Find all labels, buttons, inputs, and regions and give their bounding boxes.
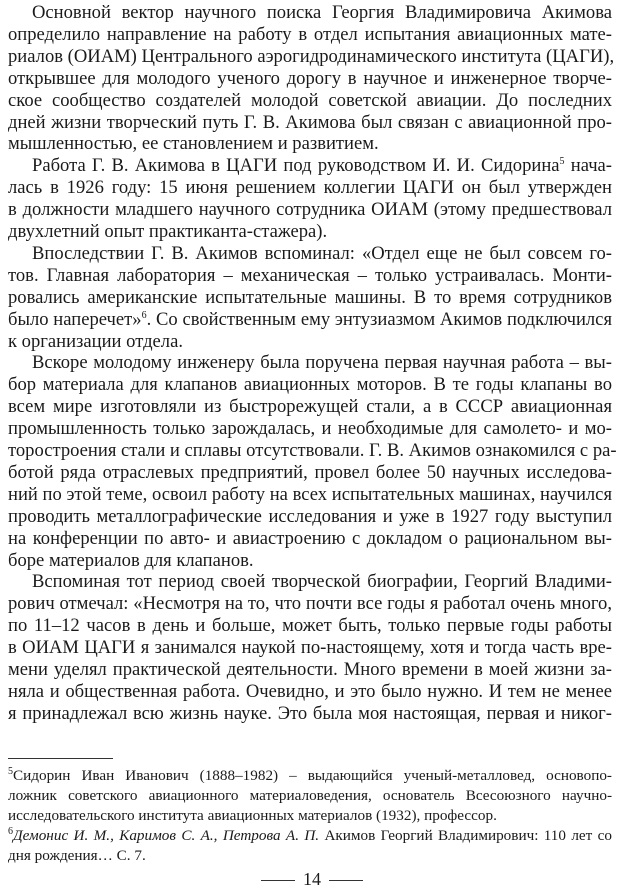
text-line: открывшее для молодого ученого дорогу в научное и инженерное творче- [8, 67, 612, 89]
footnote-5-line: ложник советского авиационного материаловедения, основатель Всесоюзного научно- [8, 787, 612, 804]
text-line [8, 309, 612, 331]
text-line: торостроения стали и сплавы отсутствовали. Г. В. Акимов ознакомился с ра- [8, 440, 617, 461]
footnote-5-line [8, 766, 612, 786]
text-line: бор материала для клапанов авиационных моторов. В те годы клапаны во [8, 374, 612, 396]
text-line: дней жизни творческий путь Г. В. Акимова был связан с авиационной про- [8, 111, 612, 133]
footnote-ref-5[interactable]: 5 [559, 156, 565, 168]
text-segment: нача- [564, 155, 613, 177]
text-segment: Работа Г. В. Акимова в ЦАГИ под руководством И. И. Сидорина [32, 155, 560, 177]
page-number-value: 14 [303, 869, 321, 889]
text-line: ровались американские испытательные машины. В то время сотрудников [8, 286, 612, 308]
text-line: двухлетний опыт практиканта-стажера). [8, 221, 328, 242]
text-line: на конференции по авто- и авиастроению с докладом о рациональном вы- [8, 527, 612, 549]
footnote-divider [8, 758, 113, 759]
text-line: мени уделял практической деятельности. Много времени в моей жизни за- [8, 659, 612, 680]
text-line: ний по этой теме, освоил работу на всех испытательных машинах, научился [8, 483, 612, 505]
footnote-authors: Демонис И. М., Каримов С. А., Петрова А. П. [13, 827, 320, 844]
text-line: всем мире изготовляли из быстрорежущей стали, а в СССР авиационная [8, 396, 612, 418]
text-line: я принадлежал всю жизнь науке. Это была моя настоящая, первая и никог- [8, 702, 612, 724]
text-line: Впоследствии Г. В. Акимов вспоминал: «Отдел еще не был совсем го- [32, 242, 612, 264]
text-line: рович отмечал: «Несмотря на то, что почти все годы я работал очень много, [8, 593, 612, 615]
text-line: няла и общественная работа. Очевидно, и это было нужно. И тем не менее [8, 680, 612, 702]
page-number-dash-right [329, 880, 363, 881]
text-line: проводить металлографические исследования и уже в 1927 году выступил [8, 505, 612, 527]
text-line: в должности младшего научного сотрудника ОИАМ (этому предшествовал [8, 199, 612, 221]
text-line: по 11–12 часов в день и больше, может быть, только первые годы работы [8, 615, 612, 637]
text-line: Основной вектор научного поиска Георгия Владимировича Акимова [32, 2, 612, 23]
text-line: боре материалов для клапанов. [8, 549, 254, 571]
footnote-text: Акимов Георгий Владимирович: 110 лет со [319, 827, 612, 844]
text-line: ское сообщество создателей молодой советской авиации. До последних [8, 89, 612, 111]
text-line: в ОИАМ ЦАГИ я занимался наукой по-настоящему, хотя и тогда часть вре- [8, 637, 612, 659]
text-line: риалов (ОИАМ) Центрального аэрогидродинамического института (ЦАГИ), [8, 45, 615, 67]
text-line: тов. Главная лаборатория – механическая – только устраивалась. Монти- [8, 264, 612, 286]
text-line: определило направление на работу в отдел испытания авиационных мате- [8, 23, 612, 45]
page-number [0, 868, 624, 890]
text-line: Вскоре молодому инженеру была поручена первая научная работа – вы- [32, 352, 612, 374]
text-segment: . Со свойственным ему энтузиазмом Акимов подключился [146, 308, 612, 330]
text-line: мышленностью, ее становлением и развитием. [8, 133, 379, 155]
text-line: лась в 1926 году: 15 июня решением коллегии ЦАГИ он был утвержден [8, 177, 612, 199]
page-number-dash-left [261, 880, 295, 881]
text-segment: было наперечет» [8, 308, 142, 330]
footnote-number-5: 5 [8, 765, 13, 777]
footnote-ref-6[interactable]: 6 [141, 309, 147, 321]
footnote-text: Сидорин Иван Иванович (1888–1982) – выдающийся ученый-металловед, основопо- [13, 767, 612, 784]
text-line [32, 155, 612, 177]
footnote-6-line: дня рождения… С. 7. [8, 847, 146, 864]
text-line: к организации отдела. [8, 330, 183, 352]
text-line: ботой ряда отраслевых предприятий, провел более 50 научных исследова- [8, 461, 612, 483]
footnote-number-6: 6 [8, 825, 13, 837]
text-line: Вспоминая тот период своей творческой биографии, Георгий Владими- [32, 571, 612, 593]
footnote-6-line [8, 826, 612, 846]
footnote-5-line: исследовательского института авиационных материалов (1932), профессор. [8, 807, 497, 824]
text-line: промышленность только зарождалась, и необходимые для самолето- и мо- [8, 418, 612, 440]
